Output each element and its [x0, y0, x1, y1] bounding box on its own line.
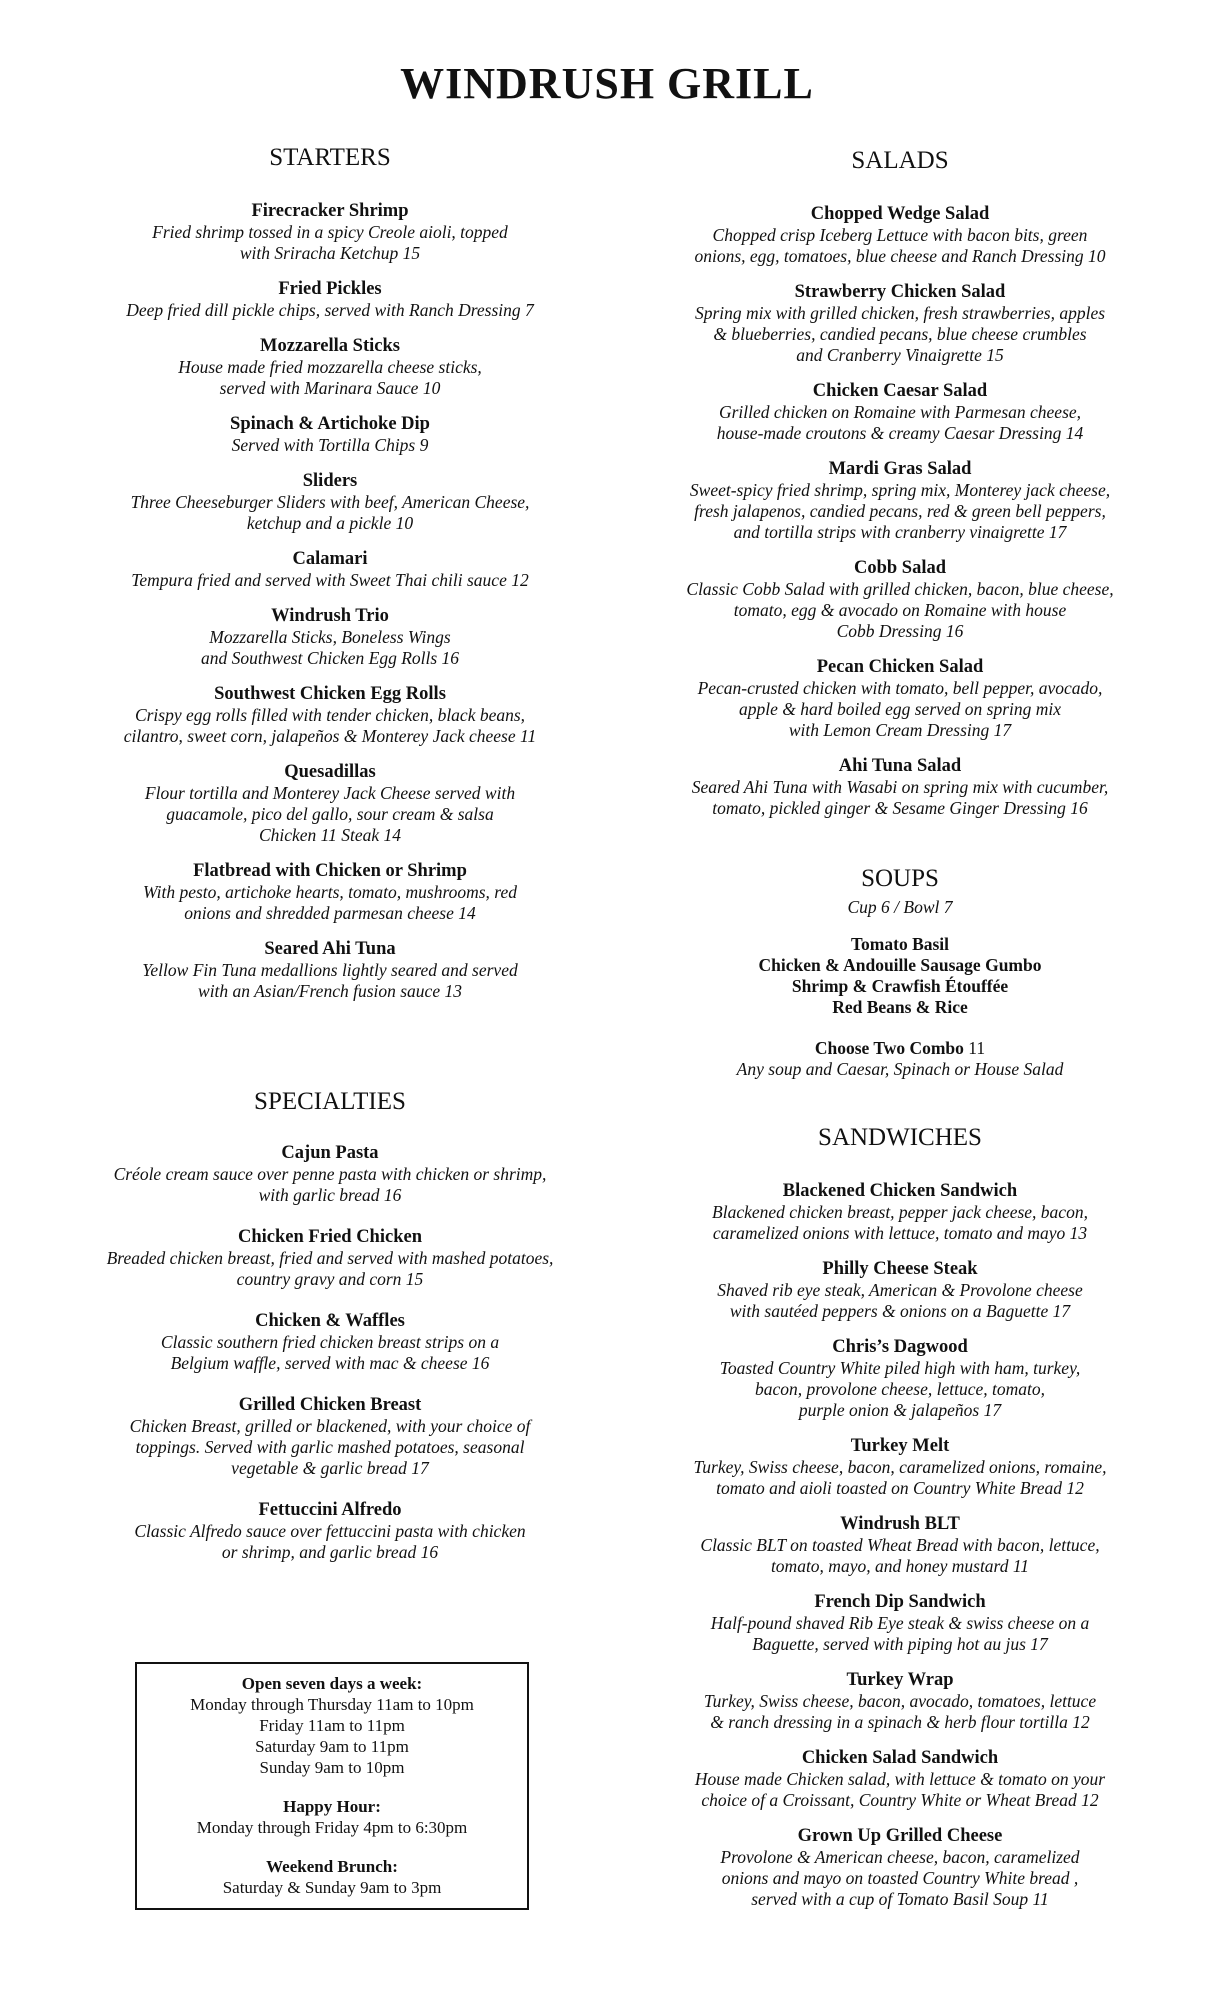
menu-item-name: Grown Up Grilled Cheese: [797, 1826, 1003, 1846]
menu-item-desc: Turkey, Swiss cheese, bacon, avocado, tomatoes, lettuce & ranch dressing in a spinach & herb flour tortilla 12: [703, 1691, 1097, 1732]
menu-item-desc: Pecan-crusted chicken with tomato, bell pepper, avocado, apple & hard boiled egg served on spring mix with Lemon Cream Dressing 17: [697, 678, 1103, 740]
menu-item-name: French Dip Sandwich: [814, 1592, 986, 1612]
menu-item-name: Philly Cheese Steak: [822, 1259, 978, 1279]
menu-item-desc: Classic BLT on toasted Wheat Bread with bacon, lettuce, tomato, mayo, and honey mustard 11: [700, 1535, 1100, 1576]
menu-item-desc: Fried shrimp tossed in a spicy Creole aioli, topped with Sriracha Ketchup 15: [152, 222, 508, 263]
menu-item-desc: Grilled chicken on Romaine with Parmesan cheese, house-made croutons & creamy Caesar Dressing 14: [716, 402, 1084, 443]
menu-item-name: Seared Ahi Tuna: [264, 939, 396, 959]
menu-item: [70, 413, 590, 456]
menu-item-name: Chicken & Waffles: [255, 1311, 405, 1331]
sandwiches-title: SANDWICHES: [818, 1124, 982, 1151]
menu-item-name: Calamari: [292, 549, 368, 569]
restaurant-title: WINDRUSH GRILL: [400, 59, 814, 108]
menu-item-name: Chicken Caesar Salad: [812, 381, 988, 401]
menu-item-name: Grilled Chicken Breast: [238, 1395, 422, 1415]
menu-item-desc: Half-pound shaved Rib Eye steak & swiss cheese on a Baguette, served with piping hot au jus 17: [710, 1613, 1090, 1654]
menu-item-desc: With pesto, artichoke hearts, tomato, mushrooms, red onions and shredded parmesan cheese 14: [143, 882, 517, 923]
menu-item-desc: Classic Alfredo sauce over fettuccini pasta with chicken or shrimp, and garlic bread 16: [134, 1521, 526, 1562]
menu-item-desc: Blackened chicken breast, pepper jack cheese, bacon, caramelized onions with lettuce, tomato and mayo 13: [712, 1202, 1088, 1243]
specialties-title: SPECIALTIES: [254, 1088, 406, 1115]
menu-item: [640, 1258, 1160, 1322]
menu-item: [640, 1747, 1160, 1811]
open-hours-line: Monday through Thursday 11am to 10pm: [190, 1695, 474, 1714]
menu-item: [70, 1499, 590, 1563]
menu-item: [640, 1513, 1160, 1577]
menu-item: [70, 1310, 590, 1374]
starters-list: [70, 200, 590, 1002]
menu-item: [640, 1591, 1160, 1655]
menu-item-desc: Chicken Breast, grilled or blackened, with your choice of toppings. Served with garlic mashed potatoes, seasonal vegetable & garlic bread 17: [129, 1416, 531, 1478]
menu-item-name: Chicken Salad Sandwich: [801, 1748, 999, 1768]
menu-item-desc: Seared Ahi Tuna with Wasabi on spring mix with cucumber, tomato, pickled ginger & Sesame Ginger Dressing 16: [691, 777, 1109, 818]
menu-item-desc: Classic Cobb Salad with grilled chicken, bacon, blue cheese, tomato, egg & avocado on Romaine with house Cobb Dressing 16: [686, 579, 1114, 641]
menu-item-desc: Sweet-spicy fried shrimp, spring mix, Monterey jack cheese, fresh jalapenos, candied pecans, red & green bell peppers, and tortilla strips with cranberry vinaigrette 17: [689, 480, 1111, 542]
menu-item: [70, 683, 590, 747]
menu-item-name: Windrush BLT: [840, 1514, 960, 1534]
menu-item-name: Blackened Chicken Sandwich: [782, 1181, 1018, 1201]
menu-item: [640, 1825, 1160, 1910]
menu-item-desc: Crispy egg rolls filled with tender chicken, black beans, cilantro, sweet corn, jalapeños & Monterey Jack cheese 11: [123, 705, 537, 746]
menu-item: [640, 755, 1160, 819]
open-hours-line: Saturday 9am to 11pm: [255, 1737, 409, 1756]
menu-item: [640, 458, 1160, 543]
menu-item-desc: Breaded chicken breast, fried and served with mashed potatoes, country gravy and corn 15: [106, 1248, 554, 1289]
soups-price-line: Cup 6 / Bowl 7: [847, 897, 953, 917]
menu-item-name: Mozzarella Sticks: [260, 336, 400, 356]
soup-combo-price: 11: [968, 1038, 986, 1058]
open-hours-title: Open seven days a week:: [241, 1674, 423, 1693]
menu-item-name: Mardi Gras Salad: [828, 459, 972, 479]
menu-item-desc: Deep fried dill pickle chips, served with Ranch Dressing 7: [126, 300, 534, 320]
menu-item: [70, 1394, 590, 1479]
menu-item-desc: Provolone & American cheese, bacon, caramelized onions and mayo on toasted Country White bread , served with a cup of Tomato Basil Soup 11: [720, 1847, 1080, 1909]
menu-item-desc: Yellow Fin Tuna medallions lightly seared and served with an Asian/French fusion sauce 13: [142, 960, 518, 1001]
soup-combo-desc: Any soup and Caesar, Spinach or House Salad: [736, 1059, 1064, 1079]
menu-item-name: Turkey Wrap: [846, 1670, 954, 1690]
menu-item: [70, 605, 590, 669]
menu-item: [640, 1180, 1160, 1244]
menu-item-name: Fried Pickles: [278, 279, 382, 299]
menu-item-name: Pecan Chicken Salad: [816, 657, 984, 677]
soups-section: [640, 865, 1160, 1080]
menu-item-name: Fettuccini Alfredo: [258, 1500, 402, 1520]
menu-item-desc: Shaved rib eye steak, American & Provolone cheese with sautéed peppers & onions on a Baguette 17: [717, 1280, 1083, 1321]
soups-title: SOUPS: [861, 865, 939, 892]
menu-item-desc: Flour tortilla and Monterey Jack Cheese served with guacamole, pico del gallo, sour cream & salsa Chicken 11 Steak 14: [144, 783, 516, 845]
menu-item-name: Turkey Melt: [850, 1436, 950, 1456]
menu-item: [70, 335, 590, 399]
sandwiches-section: [640, 1124, 1160, 1924]
salads-title: SALADS: [851, 147, 949, 174]
menu-item: [640, 1435, 1160, 1499]
soup-item: Tomato Basil: [850, 934, 950, 954]
menu-item: [70, 548, 590, 591]
specialties-section: [70, 1088, 590, 1583]
menu-item-name: Chicken Fried Chicken: [238, 1227, 422, 1247]
menu-item-name: Spinach & Artichoke Dip: [230, 414, 430, 434]
soup-combo: [640, 1038, 1160, 1059]
menu-item-name: Flatbread with Chicken or Shrimp: [193, 861, 467, 881]
menu-item: [70, 860, 590, 924]
menu-item: [640, 1336, 1160, 1421]
menu-item: [70, 1226, 590, 1290]
menu-item-name: Windrush Trio: [271, 606, 389, 626]
soup-item: Chicken & Andouille Sausage Gumbo: [758, 955, 1042, 975]
sandwiches-list: [640, 1180, 1160, 1910]
menu-item-desc: House made Chicken salad, with lettuce & tomato on your choice of a Croissant, Country White or Wheat Bread 12: [694, 1769, 1106, 1810]
brunch-title: Weekend Brunch:: [266, 1857, 398, 1876]
menu-item: [70, 761, 590, 846]
menu-item-name: Firecracker Shrimp: [251, 201, 409, 221]
menu-item: [70, 938, 590, 1002]
menu-item-name: Quesadillas: [284, 762, 376, 782]
menu-item-desc: Toasted Country White piled high with ham, turkey, bacon, provolone cheese, lettuce, tomato, purple onion & jalapeños 17: [719, 1358, 1081, 1420]
menu-item-name: Chris’s Dagwood: [832, 1337, 968, 1357]
menu-item-name: Cobb Salad: [853, 558, 947, 578]
open-hours-line: Sunday 9am to 10pm: [259, 1758, 405, 1777]
menu-item: [70, 1142, 590, 1206]
menu-item: [70, 470, 590, 534]
hours-box: [135, 1662, 529, 1910]
menu-item-name: Ahi Tuna Salad: [838, 756, 962, 776]
menu-item: [640, 1669, 1160, 1733]
soup-combo-name: Choose Two Combo: [814, 1038, 964, 1058]
menu-item-desc: Three Cheeseburger Sliders with beef, American Cheese, ketchup and a pickle 10: [130, 492, 530, 533]
menu-item-desc: Mozzarella Sticks, Boneless Wings and Southwest Chicken Egg Rolls 16: [200, 627, 460, 668]
menu-item: [640, 557, 1160, 642]
starters-title: STARTERS: [269, 144, 391, 171]
menu-item-name: Chopped Wedge Salad: [810, 204, 990, 224]
menu-item-desc: Chopped crisp Iceberg Lettuce with bacon bits, green onions, egg, tomatoes, blue cheese and Ranch Dressing 10: [694, 225, 1106, 266]
starters-section: [70, 144, 590, 1016]
menu-item: [70, 200, 590, 264]
menu-item-desc: Classic southern fried chicken breast strips on a Belgium waffle, served with mac & cheese 16: [160, 1332, 500, 1373]
open-hours-line: Friday 11am to 11pm: [259, 1716, 405, 1735]
soup-item: Shrimp & Crawfish Étouffée: [791, 976, 1009, 996]
menu-item-desc: House made fried mozzarella cheese sticks, served with Marinara Sauce 10: [178, 357, 482, 398]
menu-item-name: Sliders: [302, 471, 358, 491]
happy-hour-line: Monday through Friday 4pm to 6:30pm: [196, 1818, 468, 1837]
menu-item: [640, 203, 1160, 267]
menu-item: [640, 281, 1160, 366]
menu-item-desc: Turkey, Swiss cheese, bacon, caramelized onions, romaine, tomato and aioli toasted on Country White Bread 12: [693, 1457, 1107, 1498]
menu-item-name: Strawberry Chicken Salad: [794, 282, 1006, 302]
menu-item-desc: Créole cream sauce over penne pasta with chicken or shrimp, with garlic bread 16: [113, 1164, 547, 1205]
salads-list: [640, 203, 1160, 819]
menu-item-name: Cajun Pasta: [281, 1143, 379, 1163]
menu-item: [640, 656, 1160, 741]
brunch-line: Saturday & Sunday 9am to 3pm: [222, 1878, 442, 1897]
soup-item: Red Beans & Rice: [832, 997, 968, 1017]
menu-item: [640, 380, 1160, 444]
menu-item: [70, 278, 590, 321]
salads-section: [640, 147, 1160, 833]
specialties-list: [70, 1142, 590, 1563]
menu-item-desc: Spring mix with grilled chicken, fresh strawberries, apples & blueberries, candied pecans, blue cheese crumbles and Cranberry Vinaigrette 15: [694, 303, 1106, 365]
menu-item-desc: Tempura fried and served with Sweet Thai chili sauce 12: [131, 570, 529, 590]
menu-item-name: Southwest Chicken Egg Rolls: [214, 684, 446, 704]
happy-hour-title: Happy Hour:: [283, 1797, 381, 1816]
menu-item-desc: Served with Tortilla Chips 9: [231, 435, 429, 455]
